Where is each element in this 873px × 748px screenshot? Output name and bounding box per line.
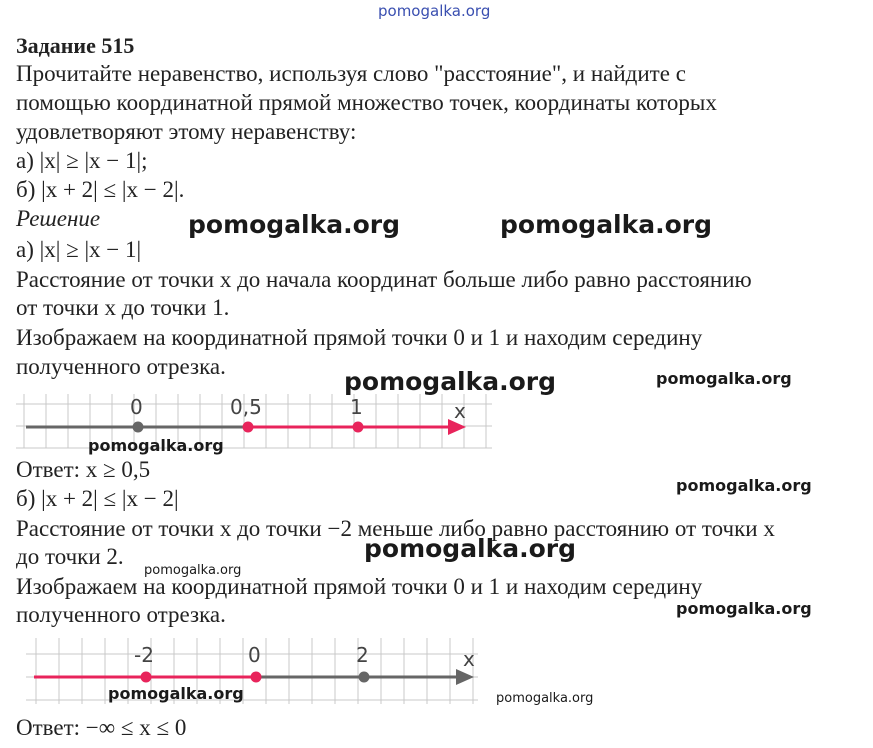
axis-b-label: 2 xyxy=(356,643,369,667)
task-line: удовлетворяют этому неравенству: xyxy=(16,119,357,144)
number-line-b xyxy=(16,634,486,710)
watermark: pomogalka.org xyxy=(188,210,401,239)
watermark: pomogalka.org xyxy=(88,436,224,455)
part-b-line: до точки 2. xyxy=(16,544,124,569)
axis-b-label: -2 xyxy=(134,643,154,667)
part-b-line: Изображаем на координатной прямой точки 0 и 1 и находим середину xyxy=(16,574,703,599)
task-line: Прочитайте неравенство, используя слово "расстояние", и найдите с xyxy=(16,61,686,86)
axis-b-label: 0 xyxy=(248,643,261,667)
part-a-line: Расстояние от точки x до начала координат больше либо равно расстоянию xyxy=(16,267,752,292)
watermark: pomogalka.org xyxy=(500,210,713,239)
watermark: pomogalka.org xyxy=(676,476,812,495)
task-title: Задание 515 xyxy=(16,33,135,58)
part-b-line: полученного отрезка. xyxy=(16,602,226,627)
axis-b-var: x xyxy=(463,647,475,671)
solution-label: Решение xyxy=(16,206,101,231)
watermark: pomogalka.org xyxy=(364,534,577,563)
axis-a-label: 1 xyxy=(350,395,363,419)
watermark: pomogalka.org xyxy=(144,563,242,578)
watermark: pomogalka.org xyxy=(344,367,557,396)
watermark: pomogalka.org xyxy=(676,599,812,618)
task-line: помощью координатной прямой множество точек, координаты которых xyxy=(16,90,717,115)
part-a-line: от точки x до точки 1. xyxy=(16,295,230,320)
part-a-answer: Ответ: x ≥ 0,5 xyxy=(16,457,151,482)
watermark: pomogalka.org xyxy=(496,691,594,706)
part-a-line: полученного отрезка. xyxy=(16,354,226,379)
part-a-line: Изображаем на координатной прямой точки 0 и 1 и находим середину xyxy=(16,325,703,350)
axis-a-label: 0,5 xyxy=(230,395,262,419)
axis-a-var: x xyxy=(454,399,466,423)
axis-a-label: 0 xyxy=(130,395,143,419)
watermark-top: pomogalka.org xyxy=(378,2,491,20)
watermark: pomogalka.org xyxy=(108,684,244,703)
part-a-heading: а) |x| ≥ |x − 1| xyxy=(16,237,142,262)
part-b-line: Расстояние от точки x до точки −2 меньше либо равно расстоянию от точки x xyxy=(16,516,775,541)
part-b-heading: б) |x + 2| ≤ |x − 2| xyxy=(16,486,179,511)
part-b-answer: Ответ: −∞ ≤ x ≤ 0 xyxy=(16,715,187,740)
task-line: б) |x + 2| ≤ |x − 2|. xyxy=(16,177,185,202)
task-line: а) |x| ≥ |x − 1|; xyxy=(16,148,148,173)
watermark: pomogalka.org xyxy=(656,369,792,388)
